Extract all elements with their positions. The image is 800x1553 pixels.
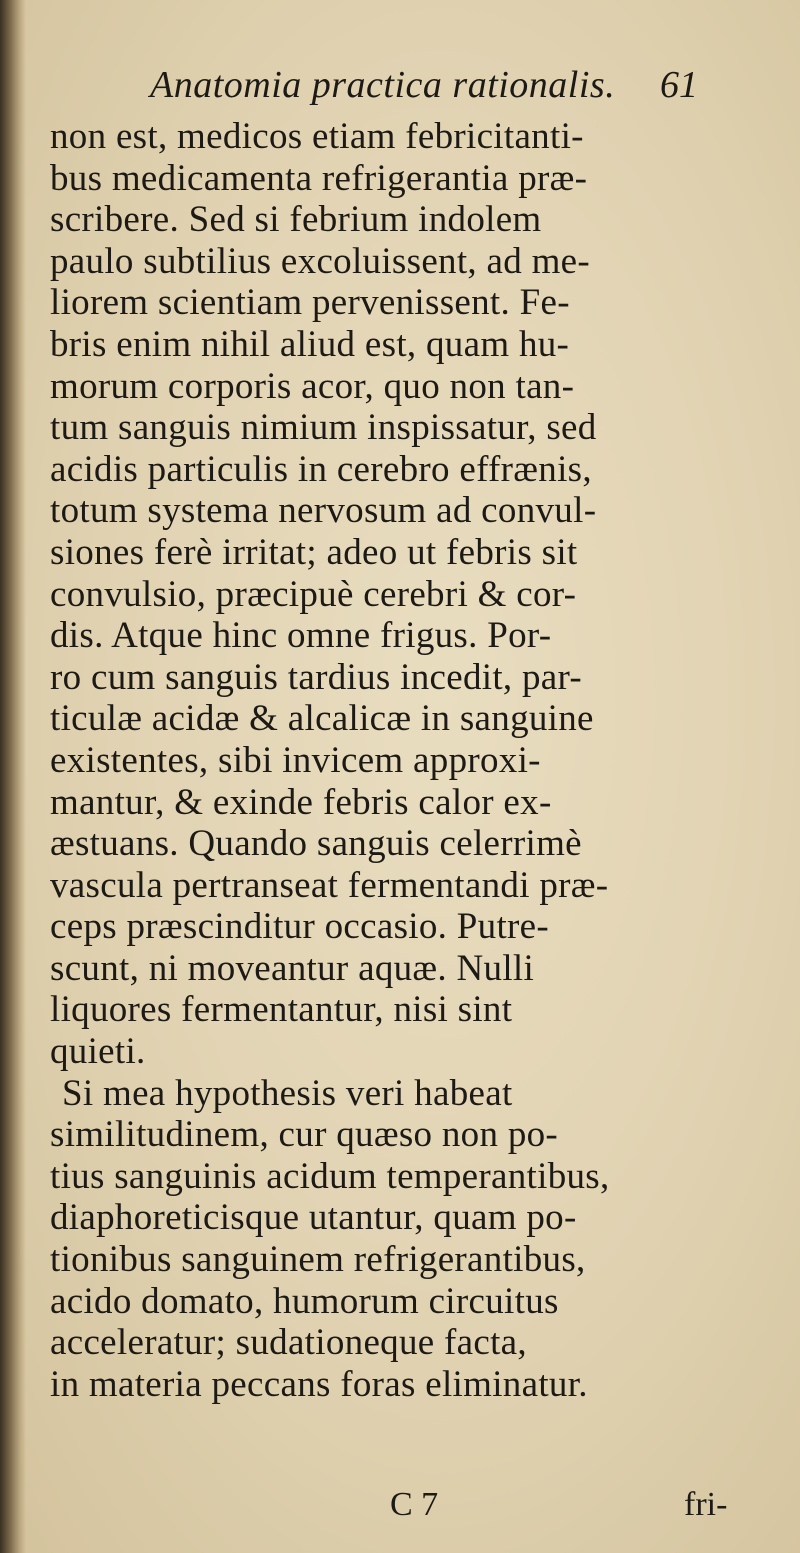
text-line: quieti. [50,1031,146,1073]
text-line: scunt, ni moveantur aquæ. Nulli [50,947,535,989]
text-line: totum systema nervosum ad convul- [50,490,597,532]
text-line: ceps præscinditur occasio. Putre- [50,906,549,948]
running-title: Anatomia practica rationalis. [150,64,616,106]
text-line: convulsio, præcipuè cerebri & cor- [50,573,577,615]
text-line: dis. Atque hinc omne frigus. Por- [50,615,552,657]
text-line: æstuans. Quando sanguis celerrimè [50,823,582,865]
text-line: paulo subtilius excoluissent, ad me- [50,240,591,282]
binding-gutter [0,0,26,1553]
text-line: liorem scientiam pervenissent. Fe- [50,282,570,324]
text-line: bris enim nihil aliud est, quam hu- [50,323,570,365]
text-line: tius sanguinis acidum temperantibus, [50,1155,610,1197]
text-line: ro cum sanguis tardius incedit, par- [50,656,583,698]
text-line: acido domato, humorum circuitus [50,1280,559,1322]
body-text [50,116,770,1405]
text-line: similitudinem, cur quæso non po- [50,1114,559,1156]
text-line: bus medicamenta refrigerantia præ- [50,157,588,199]
running-header [150,60,790,110]
text-line: vascula pertranseat fermentandi præ- [50,864,609,906]
page-number: 61 [660,64,698,106]
paragraph-start-line: Si mea hypothesis veri habeat [62,1072,513,1114]
signature-mark: C 7 [390,1486,439,1523]
text-line: siones ferè irritat; adeo ut febris sit [50,531,578,573]
text-line: ticulæ acidæ & alcalicæ in sanguine [50,698,594,740]
text-line: scribere. Sed si febrium indolem [50,199,542,241]
text-line: diaphoreticisque utantur, quam po- [50,1197,577,1239]
text-line: non est, medicos etiam febricitanti- [50,116,584,157]
text-line: tum sanguis nimium inspissatur, sed [50,407,597,449]
text-line: existentes, sibi invicem approxi- [50,739,541,781]
text-line: morum corporis acor, quo non tan- [50,365,575,407]
footer-catchline [50,1484,770,1526]
text-line: in materia peccans foras eliminatur. [50,1363,588,1405]
text-line: tionibus sanguinem refrigerantibus, [50,1239,586,1281]
text-line: acidis particulis in cerebro effrænis, [50,448,592,490]
catchword: fri- [684,1486,728,1523]
text-line: acceleratur; sudationeque facta, [50,1322,527,1364]
text-line: mantur, & exinde febris calor ex- [50,781,552,823]
text-line: liquores fermentantur, nisi sint [50,989,513,1031]
